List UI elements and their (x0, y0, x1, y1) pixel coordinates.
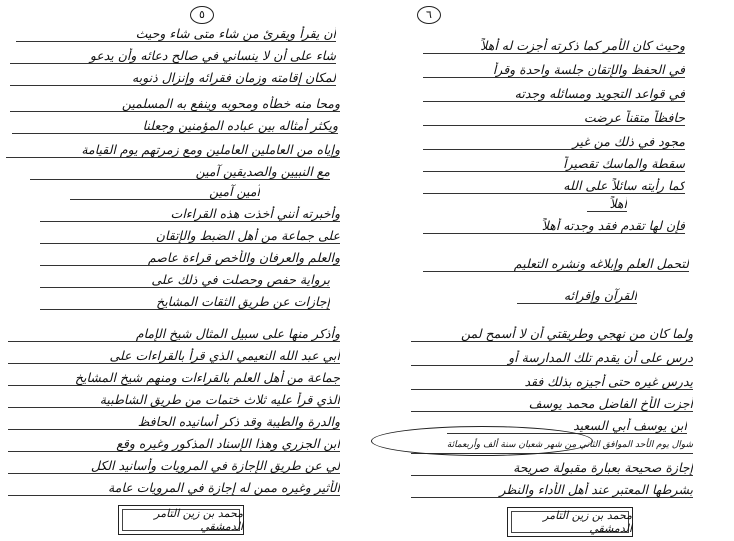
text-line: فإن لها تقدم فقد وجدته أهلاً (423, 218, 685, 234)
text-line: أن يقرأ ويقرئ من شاء متى شاء وحيث (16, 26, 336, 42)
text-line: إجازات عن طريق الثقات المشايخ (40, 294, 330, 310)
text-line: لي عن طريق الإجازة في المرويات وأسانيد الكل (8, 458, 340, 474)
text-line: آمين آمين (70, 184, 260, 200)
text-line: يدرس غيره حتى أجيزه بذلك فقد (411, 374, 693, 390)
text-line: الذي قرأ عليه ثلاث ختمات من طريق الشاطبية (8, 392, 340, 408)
text-line: درس على أن يقدم تلك المدارسة أو (411, 350, 693, 366)
text-line: مجود في ذلك من غير (423, 134, 685, 150)
text-line: ويكثر أمثاله بين عباده المؤمنين وجعلنا (12, 118, 338, 134)
text-line: إجازة صحيحة بعبارة مقبولة صريحة (411, 460, 693, 476)
text-line: لتحمل العلم وإبلاغه ونشره التعليم (423, 256, 689, 272)
text-line: القرآن وإقرائه (517, 288, 637, 304)
left-seal-text: محمد بن زين التامر الدمشقي (154, 507, 243, 533)
text-line: كما رأيته سائلاً على الله (423, 178, 685, 194)
text-line: ابن الجزري وهذا الإسناد المذكور وغيره وقع (8, 436, 340, 452)
text-line: شوال يوم الأحد الموافق الثاني من شهر شعبان سنة ألف وأربعمائة (411, 438, 693, 454)
right-seal-stamp (507, 507, 633, 537)
text-line: والدرة والطيبة وقد ذكر أسانيده الحافظ (8, 414, 340, 430)
text-line: بشرطها المعتبر عند أهل الأداء والنظر (411, 482, 693, 498)
left-page-number: ٥ (190, 6, 214, 24)
text-line: وأخبرته أنني أخذت هذه القراءات (40, 206, 340, 222)
text-line: على جماعة من أهل الضبط والإتقان (40, 228, 340, 244)
text-line: برواية حفص وحصلت في ذلك على (40, 272, 330, 288)
text-line: سقطة والماسك تقصيراً (423, 156, 685, 172)
text-line: لمكان إقامته وزمان فقرائه وإنزال ذنوبه (10, 70, 336, 86)
text-line: ولما كان من نهجي وطريقتي أن لا أسمح لمن (411, 326, 693, 342)
text-line: شاء على أن لا ينساني في صالح دعائه وأن يدعو (10, 48, 336, 64)
right-page (367, 0, 734, 541)
text-line: وأذكر منها على سبيل المثال شيخ الإمام (8, 326, 340, 342)
text-line: حافظاً متقناً عرضت (423, 110, 685, 126)
text-line: وحيث كان الأمر كما ذكرته أجزت له أهلاً (423, 38, 685, 54)
right-seal-text: محمد بن زين التامر الدمشقي (543, 509, 632, 535)
date-annotation-oval (371, 426, 593, 456)
text-line: والعلم والعرفان والأخص قراءة عاصم (40, 250, 340, 266)
text-line: جماعة من أهل العلم بالقراءات ومنهم شيخ المشايخ (8, 370, 340, 386)
left-seal-stamp (118, 505, 244, 535)
text-line: وإياه من العاملين العاملين ومع زمرتهم يوم القيامة (6, 142, 340, 158)
text-line: ابن يوسف أبي السعيد (447, 418, 687, 434)
text-line: في قواعد التجويد ومسائله وجدته (423, 86, 685, 102)
text-line: أجزت الأخ الفاضل محمد يوسف (411, 396, 693, 412)
text-line: مع النبيين والصديقين آمين (30, 164, 330, 180)
text-line: أبي عبد الله النعيمي الذي قرأ بالقراءات على (8, 348, 340, 364)
text-line: في الحفظ والإتقان جلسة واحدة وقرأ (423, 62, 685, 78)
text-line: أهلاً (587, 196, 627, 212)
right-page-number: ٦ (417, 6, 441, 24)
text-line: الأثير وغيره ممن له إجازة في المرويات عامة (8, 480, 340, 496)
text-line: ومحا منه خطأه ومحوبه وينفع به المسلمين (10, 96, 340, 112)
